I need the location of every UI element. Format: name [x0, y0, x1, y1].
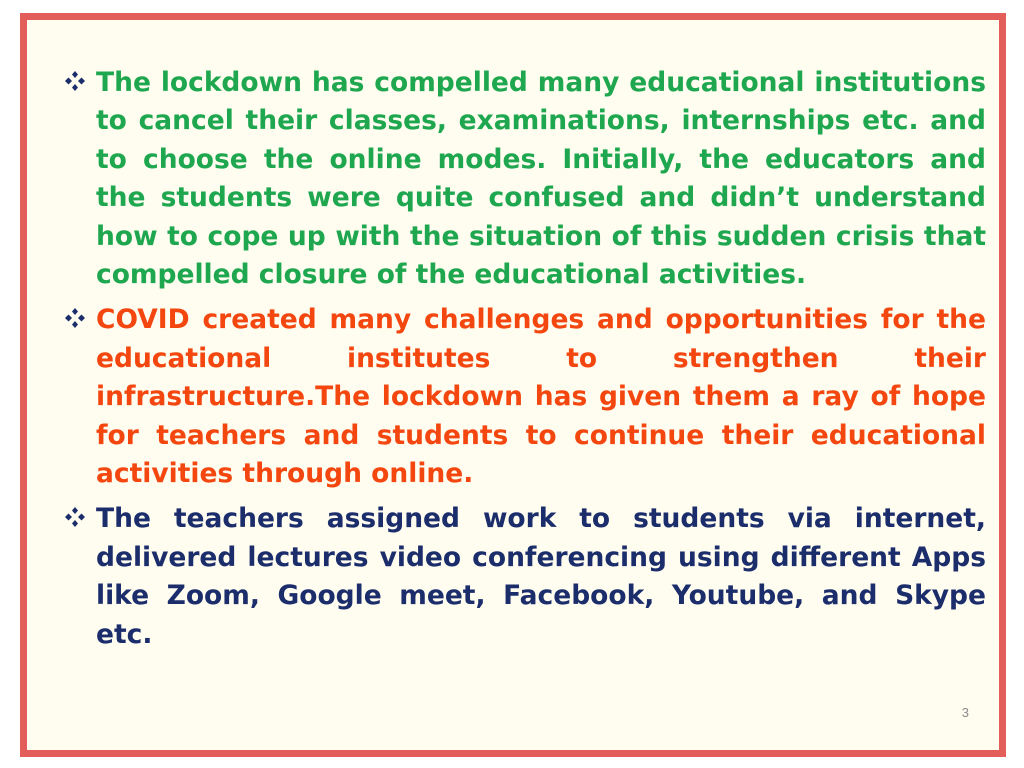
slide-frame — [20, 13, 1006, 757]
bullet-list — [61, 64, 986, 661]
bullet-item-3 — [61, 500, 986, 654]
diamond-bullet-icon — [61, 506, 91, 530]
bullet-item-2 — [61, 301, 986, 493]
diamond-bullet-icon — [61, 307, 91, 331]
bullet-text-2: COVID created many challenges and opportunities for the educational institutes to strengthen their infrastructure.The lockdown has given them a ray of hope for teachers and students to continue their educational activities through online. — [96, 304, 986, 490]
page-number: 3 — [961, 705, 969, 720]
bullet-text-1: The lockdown has compelled many educational institutions to cancel their classes, examinations, internships etc. and to choose the online modes. Initially, the educators and the students were quite confused and didn’t understand how to cope up with the situation of this sudden crisis that compelled closure of the educational activities. — [96, 67, 986, 291]
bullet-text-3: The teachers assigned work to students via internet, delivered lectures video conferencing using different Apps like Zoom, Google meet, Facebook, Youtube, and Skype etc. — [96, 503, 986, 650]
diamond-bullet-icon — [61, 70, 91, 94]
bullet-item-1 — [61, 64, 986, 294]
